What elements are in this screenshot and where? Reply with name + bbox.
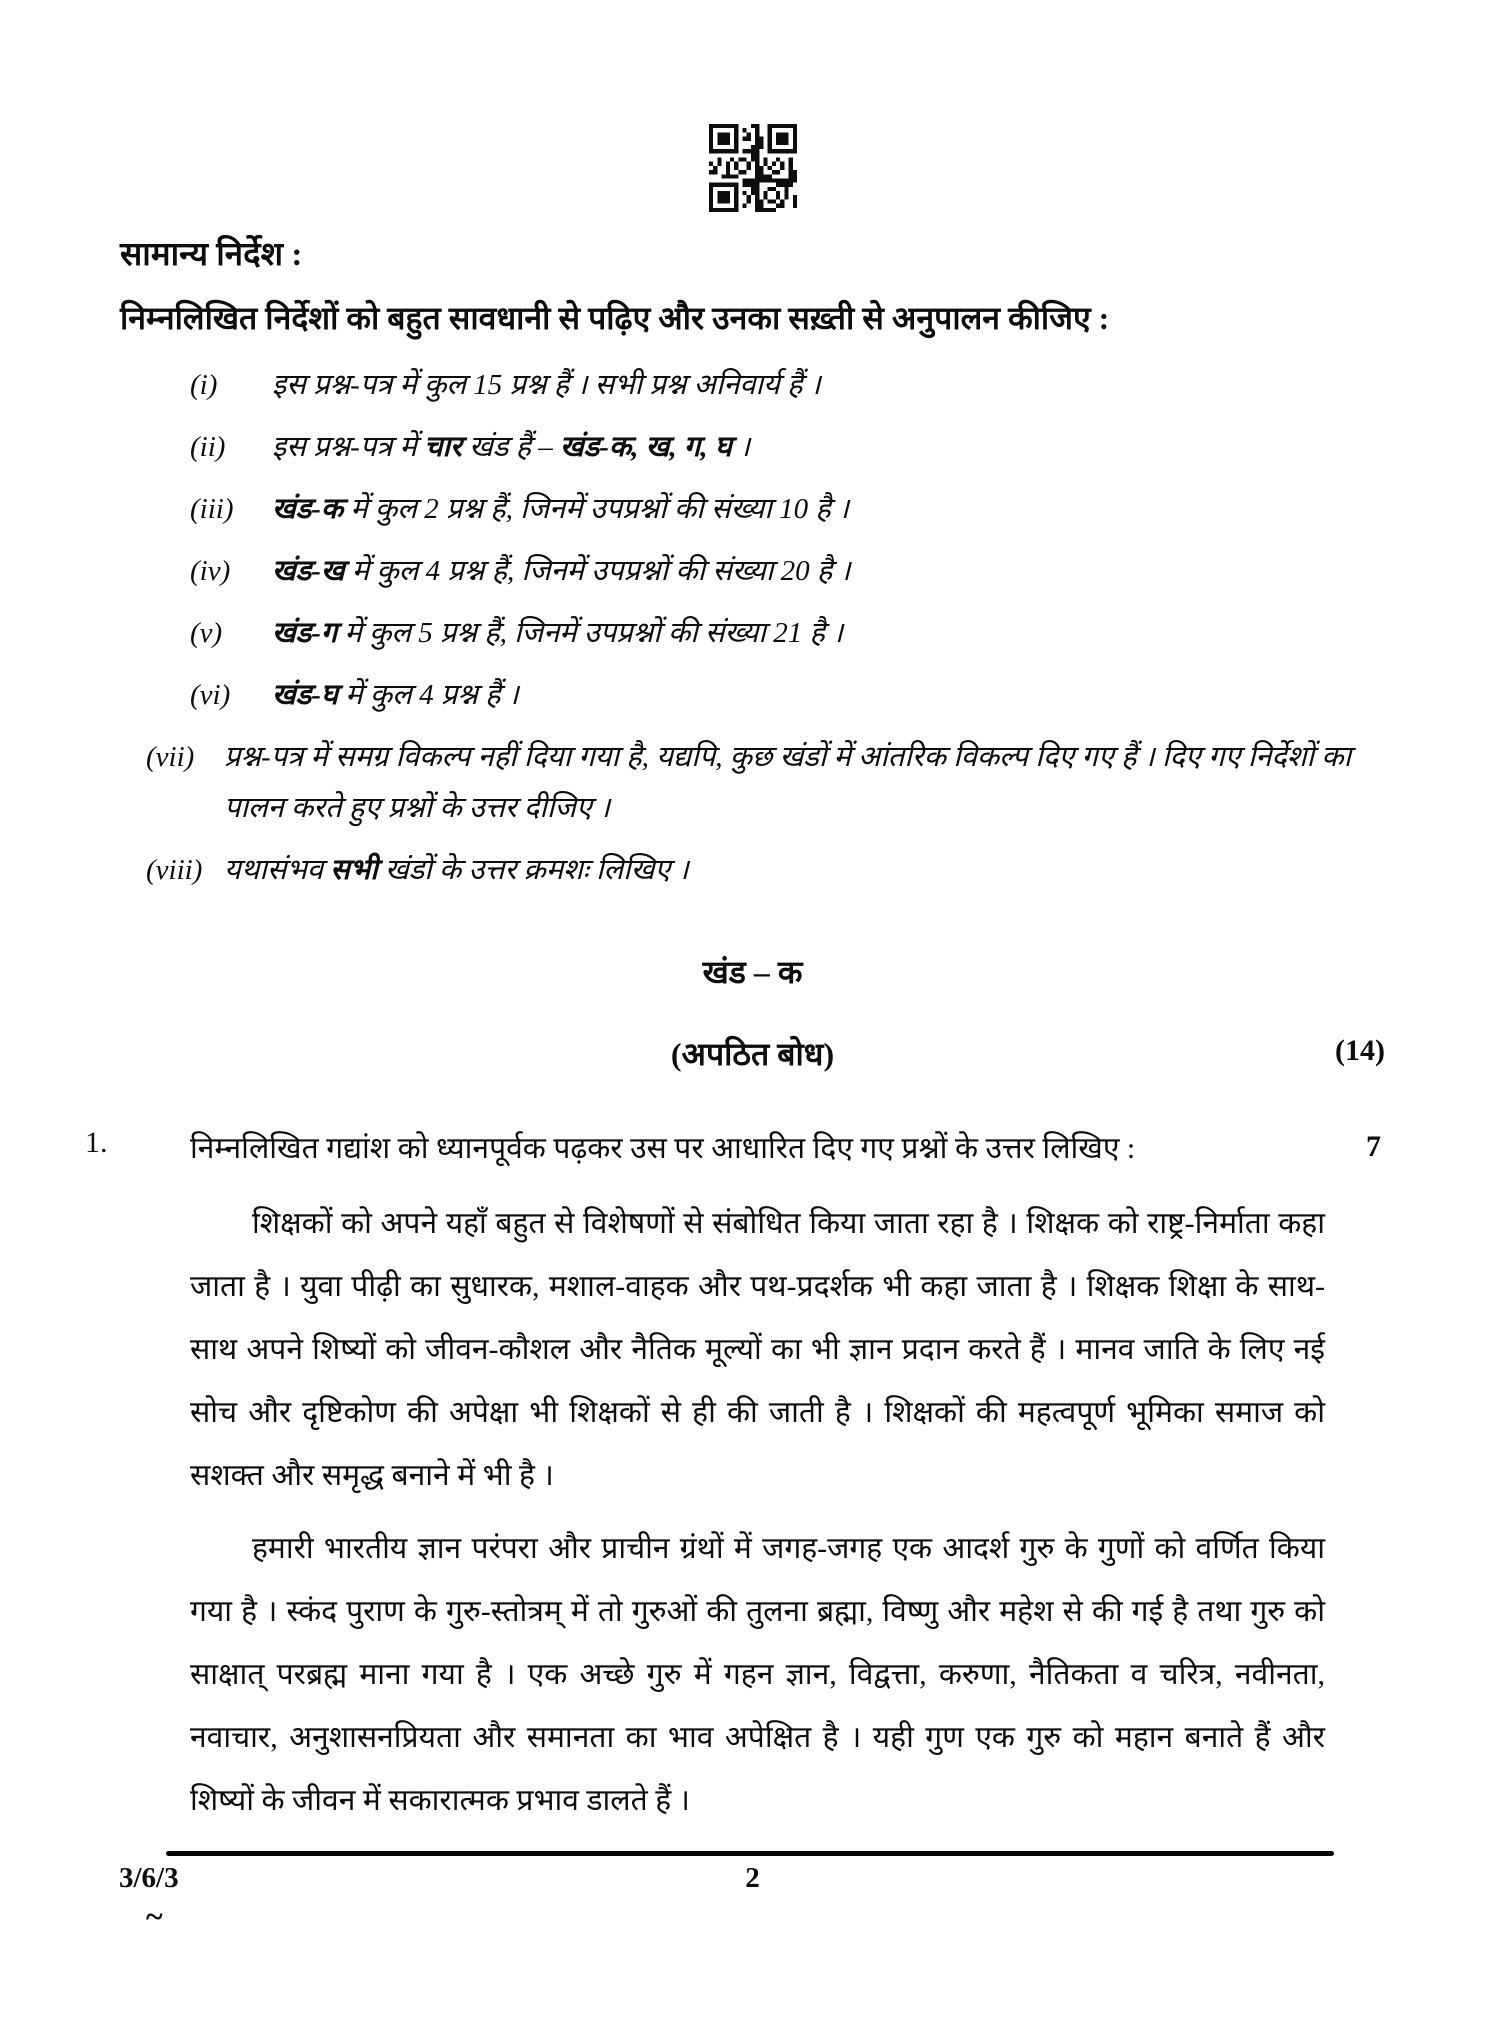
instruction-item-text: खंड-क में कुल 2 प्रश्न हैं, जिनमें उपप्रश्नों की संख्या 10 है । [272,493,850,525]
instruction-item [190,422,1355,473]
tilde-mark: ~ [146,1898,163,1934]
instruction-item-text: खंड-घ में कुल 4 प्रश्न हैं । [272,679,519,711]
general-instructions-heading: सामान्य निर्देश : [120,237,303,273]
passage-paragraph: हमारी भारतीय ज्ञान परंपरा और प्राचीन ग्रंथों में जगह-जगह एक आदर्श गुरु के गुणों को वर्णित किया गया है । स्कंद पुराण के गुरु-स्तोत्रम् में तो गुरुओं की तुलना ब्रह्मा, विष्णु और महेश से की गई है तथा गुरु को साक्षात् परब्रह्म माना गया है । एक अच्छे गुरु में गहन ज्ञान, विद्वत्ता, करुणा, नैतिकता व चरित्र, नवीनता, नवाचार, अनुशासनप्रियता और समानता का भाव अपेक्षित है । यही गुण एक गुरु को महान बनाते हैं और शिष्यों के जीवन में सकारात्मक प्रभाव डालते हैं । [190,1532,1325,1817]
instruction-item-text: इस प्रश्न-पत्र में कुल 15 प्रश्न हैं । सभी प्रश्न अनिवार्य हैं । [272,369,821,401]
paper-code: 3/6/3 [119,1862,179,1894]
instruction-item-number: (vii) [146,741,195,773]
instruction-item [146,732,1355,834]
instruction-item-number: (iii) [190,493,234,525]
question-number: 1. [85,1126,108,1159]
question-marks: 7 [1366,1130,1381,1163]
section-title: खंड – क [702,954,803,990]
instruction-item-text: खंड-ग में कुल 5 प्रश्न हैं, जिनमें उपप्रश्नों की संख्या 21 है । [272,617,844,649]
instruction-item [190,670,1355,721]
section-marks: (14) [1335,1034,1385,1067]
page-number: 2 [745,1862,760,1894]
instruction-item-text: खंड-ख में कुल 4 प्रश्न हैं, जिनमें उपप्रश्नों की संख्या 20 है । [272,555,851,587]
instruction-item [146,845,1355,896]
instruction-item-number: (v) [190,617,223,649]
footer-rule [166,1851,1334,1856]
passage [190,1192,1325,1842]
instruction-item-number: (viii) [146,854,203,886]
qr-code-icon [709,122,797,214]
instruction-item-text: प्रश्न-पत्र में समग्र विकल्प नहीं दिया गया है, यद्यपि, कुछ खंडों में आंतरिक विकल्प दिए गए हैं । दिए गए निर्देशों का पालन करते हुए प्रश्नों के उत्तर दीजिए । [224,741,1352,824]
question-text: निम्नलिखित गद्यांश को ध्यानपूर्वक पढ़कर उस पर आधारित दिए गए प्रश्नों के उत्तर लिखिए : [190,1132,1136,1165]
passage-paragraph: शिक्षकों को अपने यहाँ बहुत से विशेषणों से संबोधित किया जाता रहा है । शिक्षक को राष्ट्र-निर्माता कहा जाता है । युवा पीढ़ी का सुधारक, मशाल-वाहक और पथ-प्रदर्शक भी कहा जाता है । शिक्षक शिक्षा के साथ-साथ अपने शिष्यों को जीवन-कौशल और नैतिक मूल्यों का भी ज्ञान प्रदान करते हैं । मानव जाति के लिए नई सोच और दृष्टिकोण की अपेक्षा भी शिक्षकों से ही की जाती है । शिक्षकों की महत्वपूर्ण भूमिका समाज को सशक्त और समृद्ध बनाने में भी है । [190,1207,1325,1492]
general-instructions-intro: निम्नलिखित निर्देशों को बहुत सावधानी से पढ़िए और उनका सख़्ती से अनुपालन कीजिए : [120,300,1110,336]
instruction-item-text: यथासंभव सभी खंडों के उत्तर क्रमशः लिखिए । [224,854,689,886]
section-subtitle: (अपठित बोध) [670,1036,835,1072]
instruction-item-number: (iv) [190,555,231,587]
instruction-item [190,546,1355,597]
instruction-item [190,608,1355,659]
instruction-item-number: (vi) [190,679,231,711]
instruction-item [190,484,1355,535]
instruction-item-text: इस प्रश्न-पत्र में चार खंड हैं – खंड-क, ख, ग, घ । [272,431,751,463]
instruction-item-number: (ii) [190,431,226,463]
instructions-list [146,360,1355,907]
instruction-item [190,360,1355,411]
instruction-item-number: (i) [190,369,218,401]
